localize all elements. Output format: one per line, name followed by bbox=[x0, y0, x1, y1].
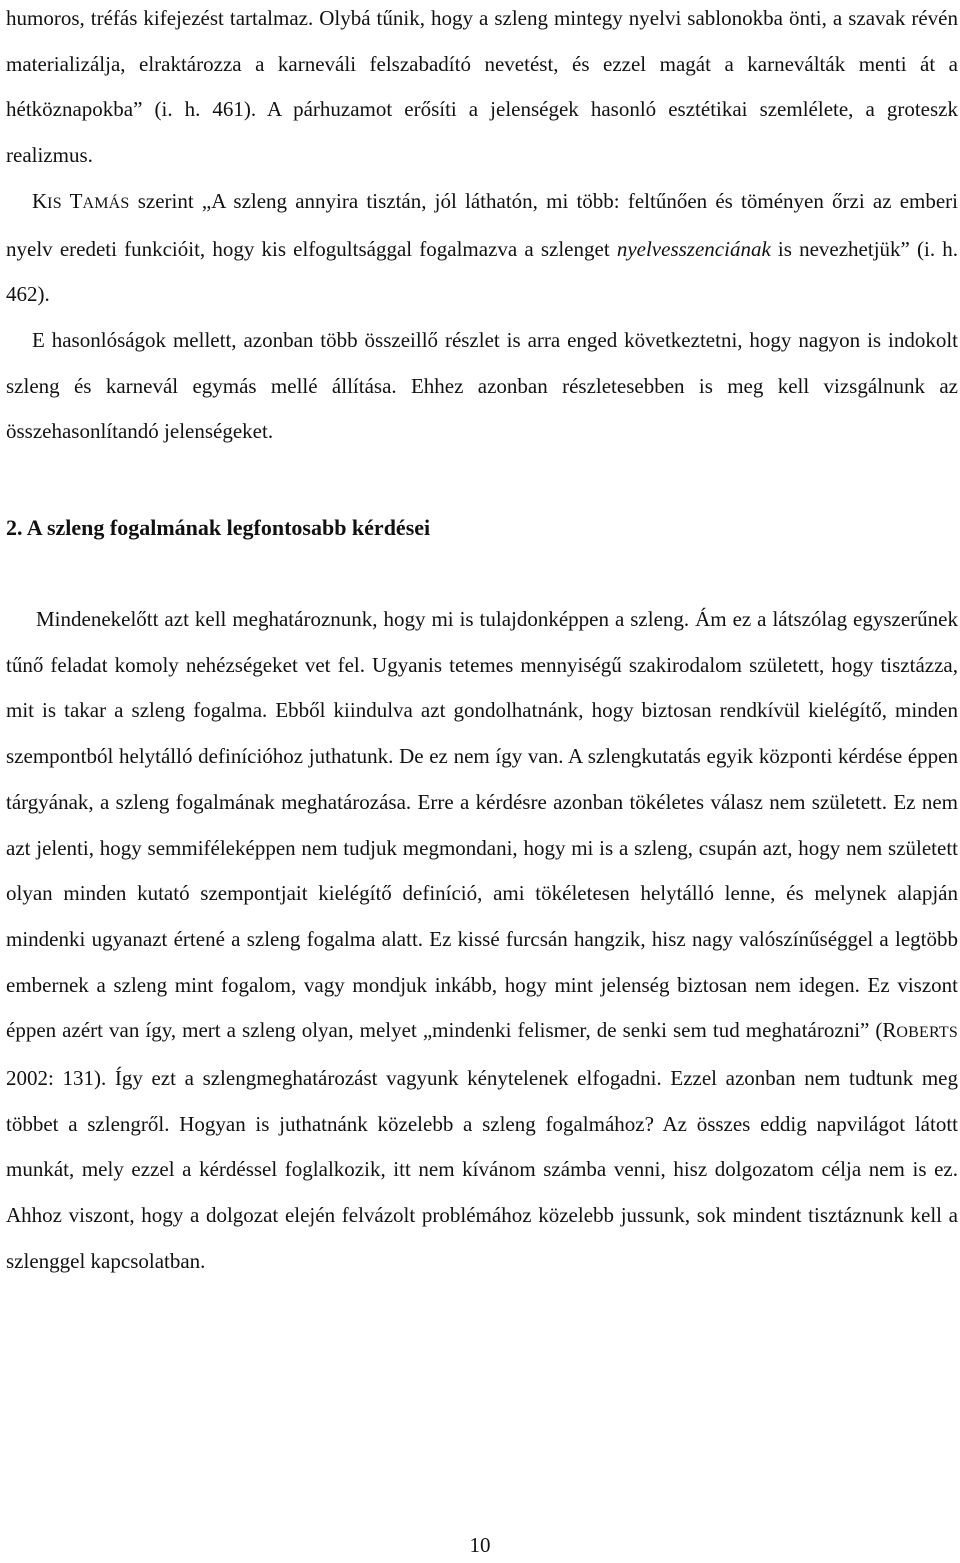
paragraph-3 bbox=[6, 318, 958, 455]
author-roberts-initial: R bbox=[882, 1018, 897, 1043]
author-roberts-rest: OBERTS bbox=[896, 1024, 958, 1042]
paragraph-4 bbox=[6, 597, 958, 1285]
author-kis-rest: IS bbox=[47, 194, 62, 212]
paragraph-1 bbox=[6, 0, 958, 179]
page-number: 10 bbox=[469, 1533, 491, 1557]
author-tamas-initial: T bbox=[69, 188, 83, 213]
paragraph-1-text: humoros, tréfás kifejezést tartalmaz. Olybá tűnik, hogy a szleng mintegy nyelvi sablonokba önti, a szavak révén materializálja, elraktározza a karneváli felszabadító nevetést, és ezzel magát a karneválták menti át a hétköznapokba” (i. h. 461). A párhuzamot erősíti a jelenségek hasonló esztétikai szemlélete, a groteszk realizmus. bbox=[6, 6, 958, 168]
author-tamas-rest: AMÁS bbox=[82, 194, 130, 212]
paragraph-4-text-a: Mindenekelőtt azt kell meghatároznunk, hogy mi is tulajdonképpen a szleng. Ám ez a látszólag egyszerűnek tűnő feladat komoly nehézségeket vet fel. Ugyanis tetemes mennyiségű szakirodalom született, hogy tisztázza, mit is takar a szleng fogalma. Ebből kiindulva azt gondolhatnánk, hogy biztosan rendkívül kielégítő, minden szempontból helytálló definícióhoz juthatunk. De ez nem így van. A szlengkutatás egyik központi kérdése éppen tárgyának, a szleng fogalmának meghatározása. Erre a kérdésre azonban tökéletes válasz nem született. Ez nem azt jelenti, hogy semmiféleképpen nem tudjuk megmondani, hogy mi is a szleng, csupán azt, hogy nem született olyan minden kutató szempontjait kielégítő definíció, ami tökéletesen helytálló lenne, és melynek alapján mindenki ugyanazt értené a szleng fogalma alatt. Ez kissé furcsán hangzik, hisz nagy valószínűséggel a legtöbb embernek a szleng mint fogalom, vagy mondjuk inkább, hogy mint jelenség biztosan nem idegen. Ez viszont éppen azért van így, mert a szleng olyan, melyet „mindenki felismer, de senki sem tud meghatározni” ( bbox=[6, 607, 958, 1043]
paragraph-2-text-a: szerint „A szleng annyira tisztán, jól láthatón, mi több: feltűnően és töményen őrzi az emberi nyelv eredeti funkcióit, hogy kis elfogultsággal fogalmazva a szlenget bbox=[6, 188, 959, 261]
paragraph-2-text-b: is nevezhetjük” (i. h. 462). bbox=[6, 236, 959, 307]
italic-term: nyelvesszenciának bbox=[616, 236, 771, 261]
paragraph-2 bbox=[6, 179, 958, 318]
paragraph-4-text-b: 2002: 131). Így ezt a szlengmeghatározást vagyunk kénytelenek elfogadni. Ezzel azonban nem tudtunk meg többet a szlengről. Hogyan is juthatnánk közelebb a szleng fogalmához? Az összes eddig napvilágot látott munkát, mely ezzel a kérdéssel foglalkozik, itt nem kívánom számba venni, hisz dolgozatom célja nem is ez. Ahhoz viszont, hogy a dolgozat elején felvázolt problémához közelebb jussunk, sok mindent tisztáznunk kell a szlenggel kapcsolatban. bbox=[6, 1066, 958, 1273]
author-kis-initial: K bbox=[32, 188, 48, 213]
paragraph-3-text: E hasonlóságok mellett, azonban több összeillő részlet is arra enged következtetni, hogy nagyon is indokolt szleng és karnevál egymás mellé állítása. Ehhez azonban részletesebben is meg kell vizsgálnunk az összehasonlítandó jelenségeket. bbox=[6, 327, 958, 444]
document-page bbox=[6, 0, 958, 1285]
section-heading: 2. A szleng fogalmának legfontosabb kérdései bbox=[6, 515, 431, 541]
